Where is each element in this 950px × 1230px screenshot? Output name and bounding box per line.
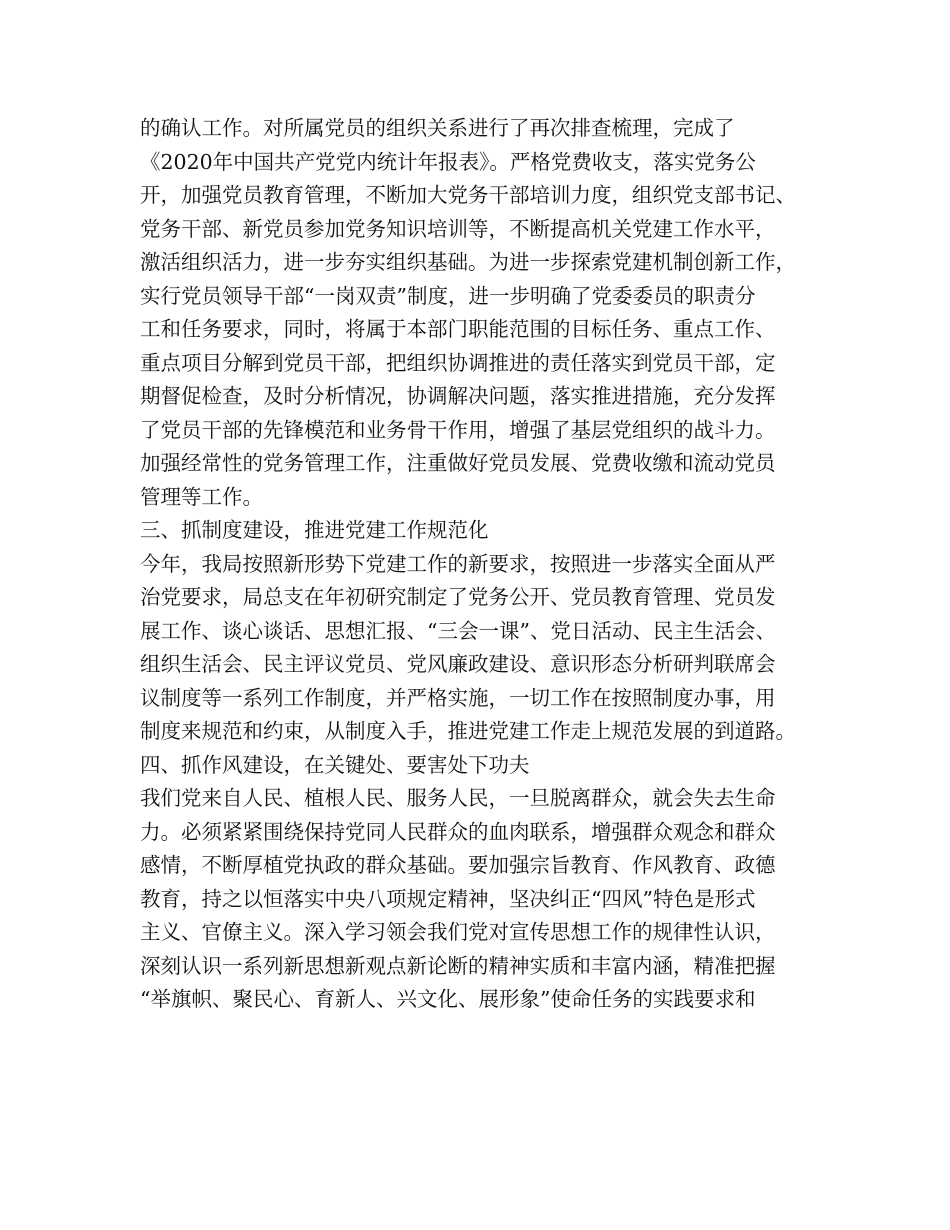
- section-heading: 四、抓作风建设，在关键处、要害处下功夫: [140, 752, 530, 777]
- text-line: 组织生活会、民主评议党员、党风廉政建设、意识形态分析研判联席会: [140, 652, 776, 676]
- text-line: 教育，持之以恒落实中央八项规定精神，坚决纠正“四风”特色是形式: [140, 886, 756, 911]
- text-line: 的确认工作。对所属党员的组织关系进行了再次排查梳理，完成了: [140, 116, 735, 140]
- section-heading: 三、抓制度建设，推进党建工作规范化: [140, 518, 489, 542]
- text-line: 党务干部、新党员参加党务知识培训等，不断提高机关党建工作水平，: [140, 216, 776, 241]
- text-line: 治党要求，局总支在年初研究制定了党务公开、党员教育管理、党员发: [140, 585, 776, 609]
- text-line: 期督促检查，及时分析情况，协调解决问题，落实推进措施，充分发挥: [140, 384, 776, 408]
- text-line: 力。必须紧紧围绕保持党同人民群众的血肉联系，增强群众观念和群众: [140, 819, 776, 844]
- document-body: [140, 112, 830, 1017]
- text-line: 加强经常性的党务管理工作，注重做好党员发展、党费收缴和流动党员: [140, 451, 776, 475]
- text-line: 展工作、谈心谈话、思想汇报、“三会一课”、党日活动、民主生活会、: [140, 618, 776, 643]
- text-line: 工和任务要求，同时，将属于本部门职能范围的目标任务、重点工作、: [140, 317, 776, 341]
- text-line: 深刻认识一系列新思想新观点新论断的精神实质和丰富内涵，精准把握: [140, 953, 776, 978]
- text-line: 了党员干部的先锋模范和业务骨干作用，增强了基层党组织的战斗力。: [140, 417, 776, 442]
- text-line: 激活组织活力，进一步夯实组织基础。为进一步探索党建机制创新工作，: [140, 250, 796, 274]
- text-line: 《2020年中国共产党党内统计年报表》。严格党费收支，落实党务公: [140, 149, 756, 174]
- text-line: 重点项目分解到党员干部，把组织协调推进的责任落实到党员干部，定: [140, 350, 776, 375]
- text-line: 我们党来自人民、植根人民、服务人民，一旦脱离群众，就会失去生命: [140, 786, 776, 810]
- text-line: 制度来规范和约束，从制度入手，推进党建工作走上规范发展的到道路。: [140, 719, 796, 743]
- text-line: 管理等工作。: [140, 484, 263, 509]
- text-line: “举旗帜、聚民心、育新人、兴文化、展形象”使命任务的实践要求和: [140, 987, 756, 1011]
- text-line: 实行党员领导干部“一岗双责”制度，进一步明确了党委委员的职责分: [140, 283, 756, 308]
- text-line: 开，加强党员教育管理，不断加大党务干部培训力度，组织党支部书记、: [140, 183, 796, 207]
- text-line: 议制度等一系列工作制度，并严格实施，一切工作在按照制度办事，用: [140, 685, 776, 710]
- text-line: 今年，我局按照新形势下党建工作的新要求，按照进一步落实全面从严: [140, 551, 776, 576]
- text-line: 感情，不断厚植党执政的群众基础。要加强宗旨教育、作风教育、政德: [140, 853, 776, 877]
- text-line: 主义、官僚主义。深入学习领会我们党对宣传思想工作的规律性认识，: [140, 920, 776, 944]
